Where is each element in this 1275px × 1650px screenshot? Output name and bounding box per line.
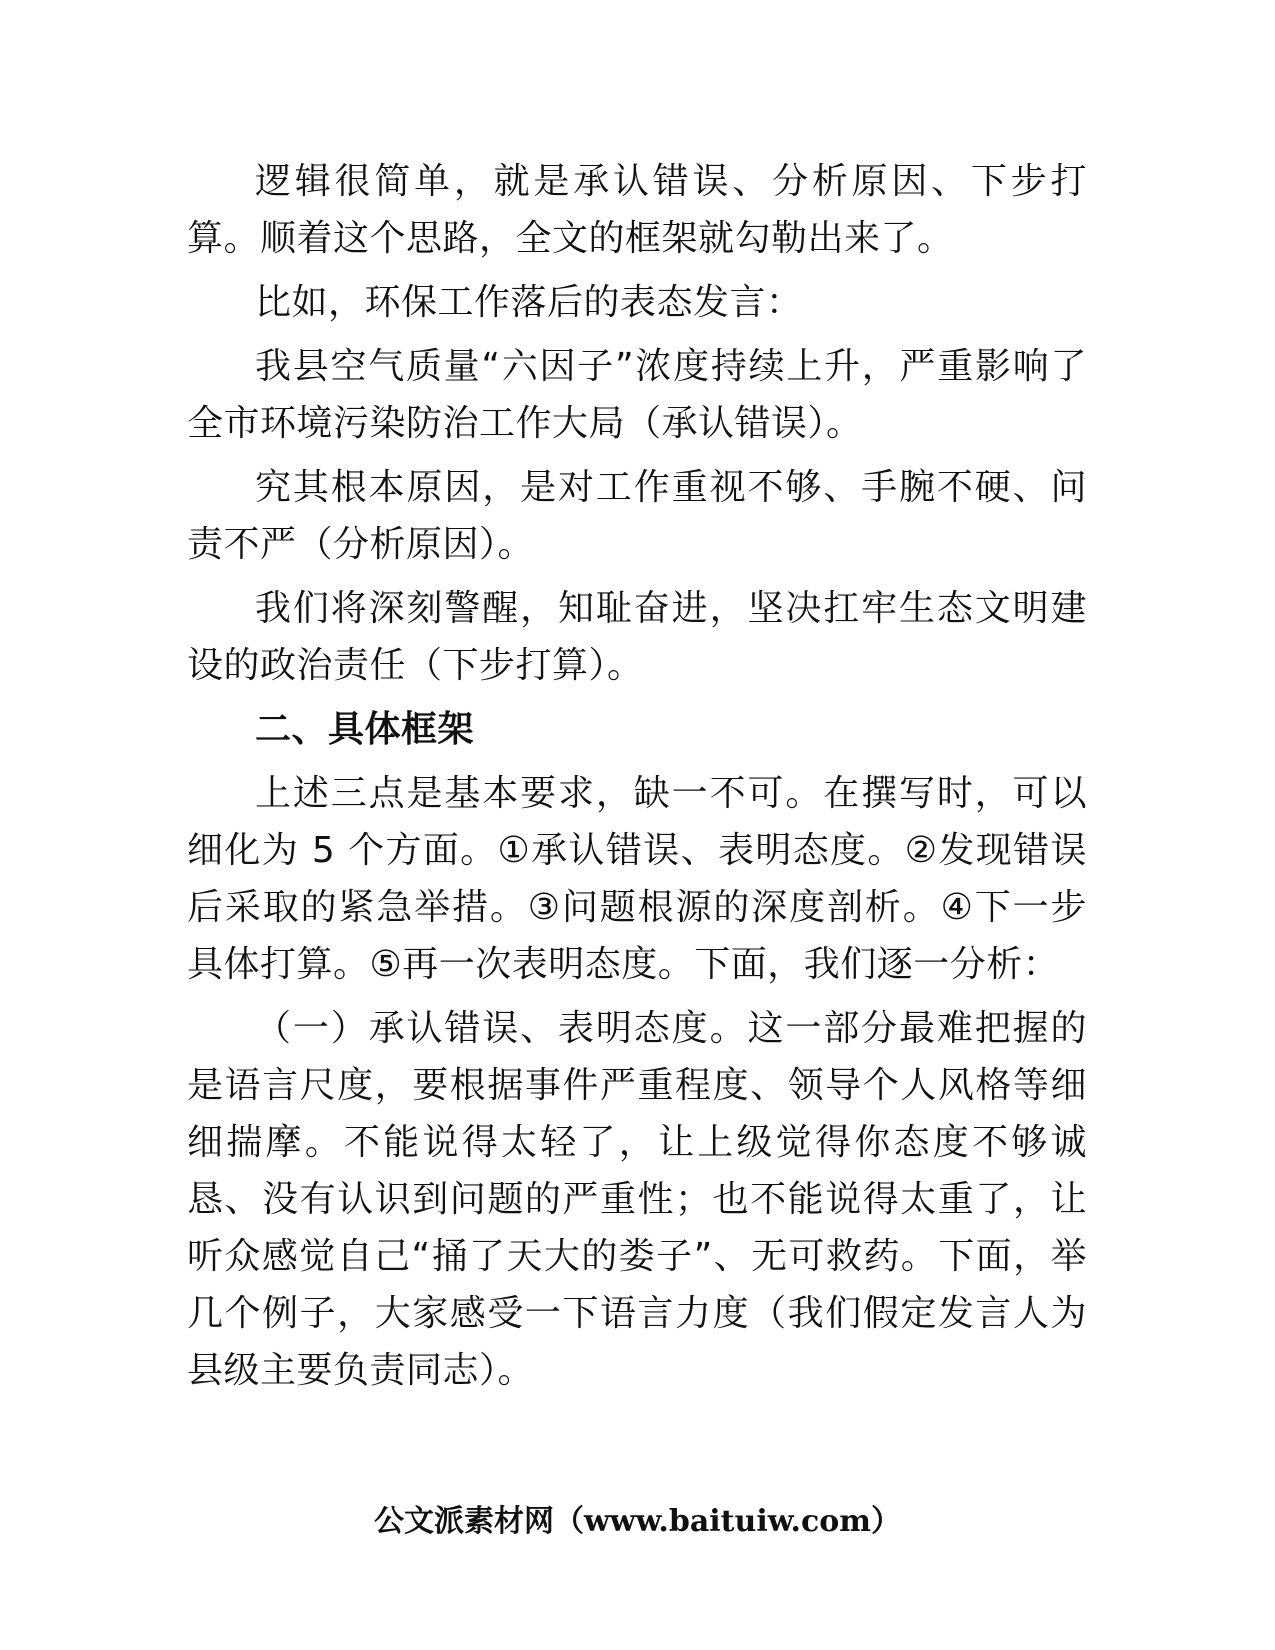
- paragraph: 究其根本原因，是对工作重视不够、手腕不硬、问责不严（分析原因）。: [187, 467, 1087, 565]
- paragraph: 比如，环保工作落后的表态发言：: [255, 282, 803, 323]
- document-body: [187, 153, 1087, 1406]
- paragraph: （一）承认错误、表明态度。这一部分最难把握的是语言尺度，要根据事件严重程度、领导个人风格等细细揣摩。不能说得太轻了，让上级觉得你态度不够诚恳、没有认识到问题的严重性；也不能说得太重了，让听众感觉自己“捅了天大的娄子”、无可救药。下面，举几个例子，大家感受一下语言力度（我们假定发言人为县级主要负责同志）。: [187, 1008, 1087, 1391]
- paragraph: 我们将深刻警醒，知耻奋进，坚决扛牢生态文明建设的政治责任（下步打算）。: [187, 588, 1087, 686]
- paragraph: 我县空气质量“六因子”浓度持续上升，严重影响了全市环境污染防治工作大局（承认错误）。: [187, 346, 1087, 444]
- paragraph: 逻辑很简单，就是承认错误、分析原因、下步打算。顺着这个思路，全文的框架就勾勒出来了。: [187, 161, 1087, 259]
- page-footer: 公文派素材网（www.baituiw.com）: [373, 1504, 902, 1539]
- section-heading: 二、具体框架: [255, 709, 475, 750]
- paragraph: 上述三点是基本要求，缺一不可。在撰写时，可以细化为 5 个方面。①承认错误、表明态度。②发现错误后采取的紧急举措。③问题根源的深度剖析。④下一步具体打算。⑤再一次表明态度。下面，我们逐一分析：: [187, 773, 1087, 985]
